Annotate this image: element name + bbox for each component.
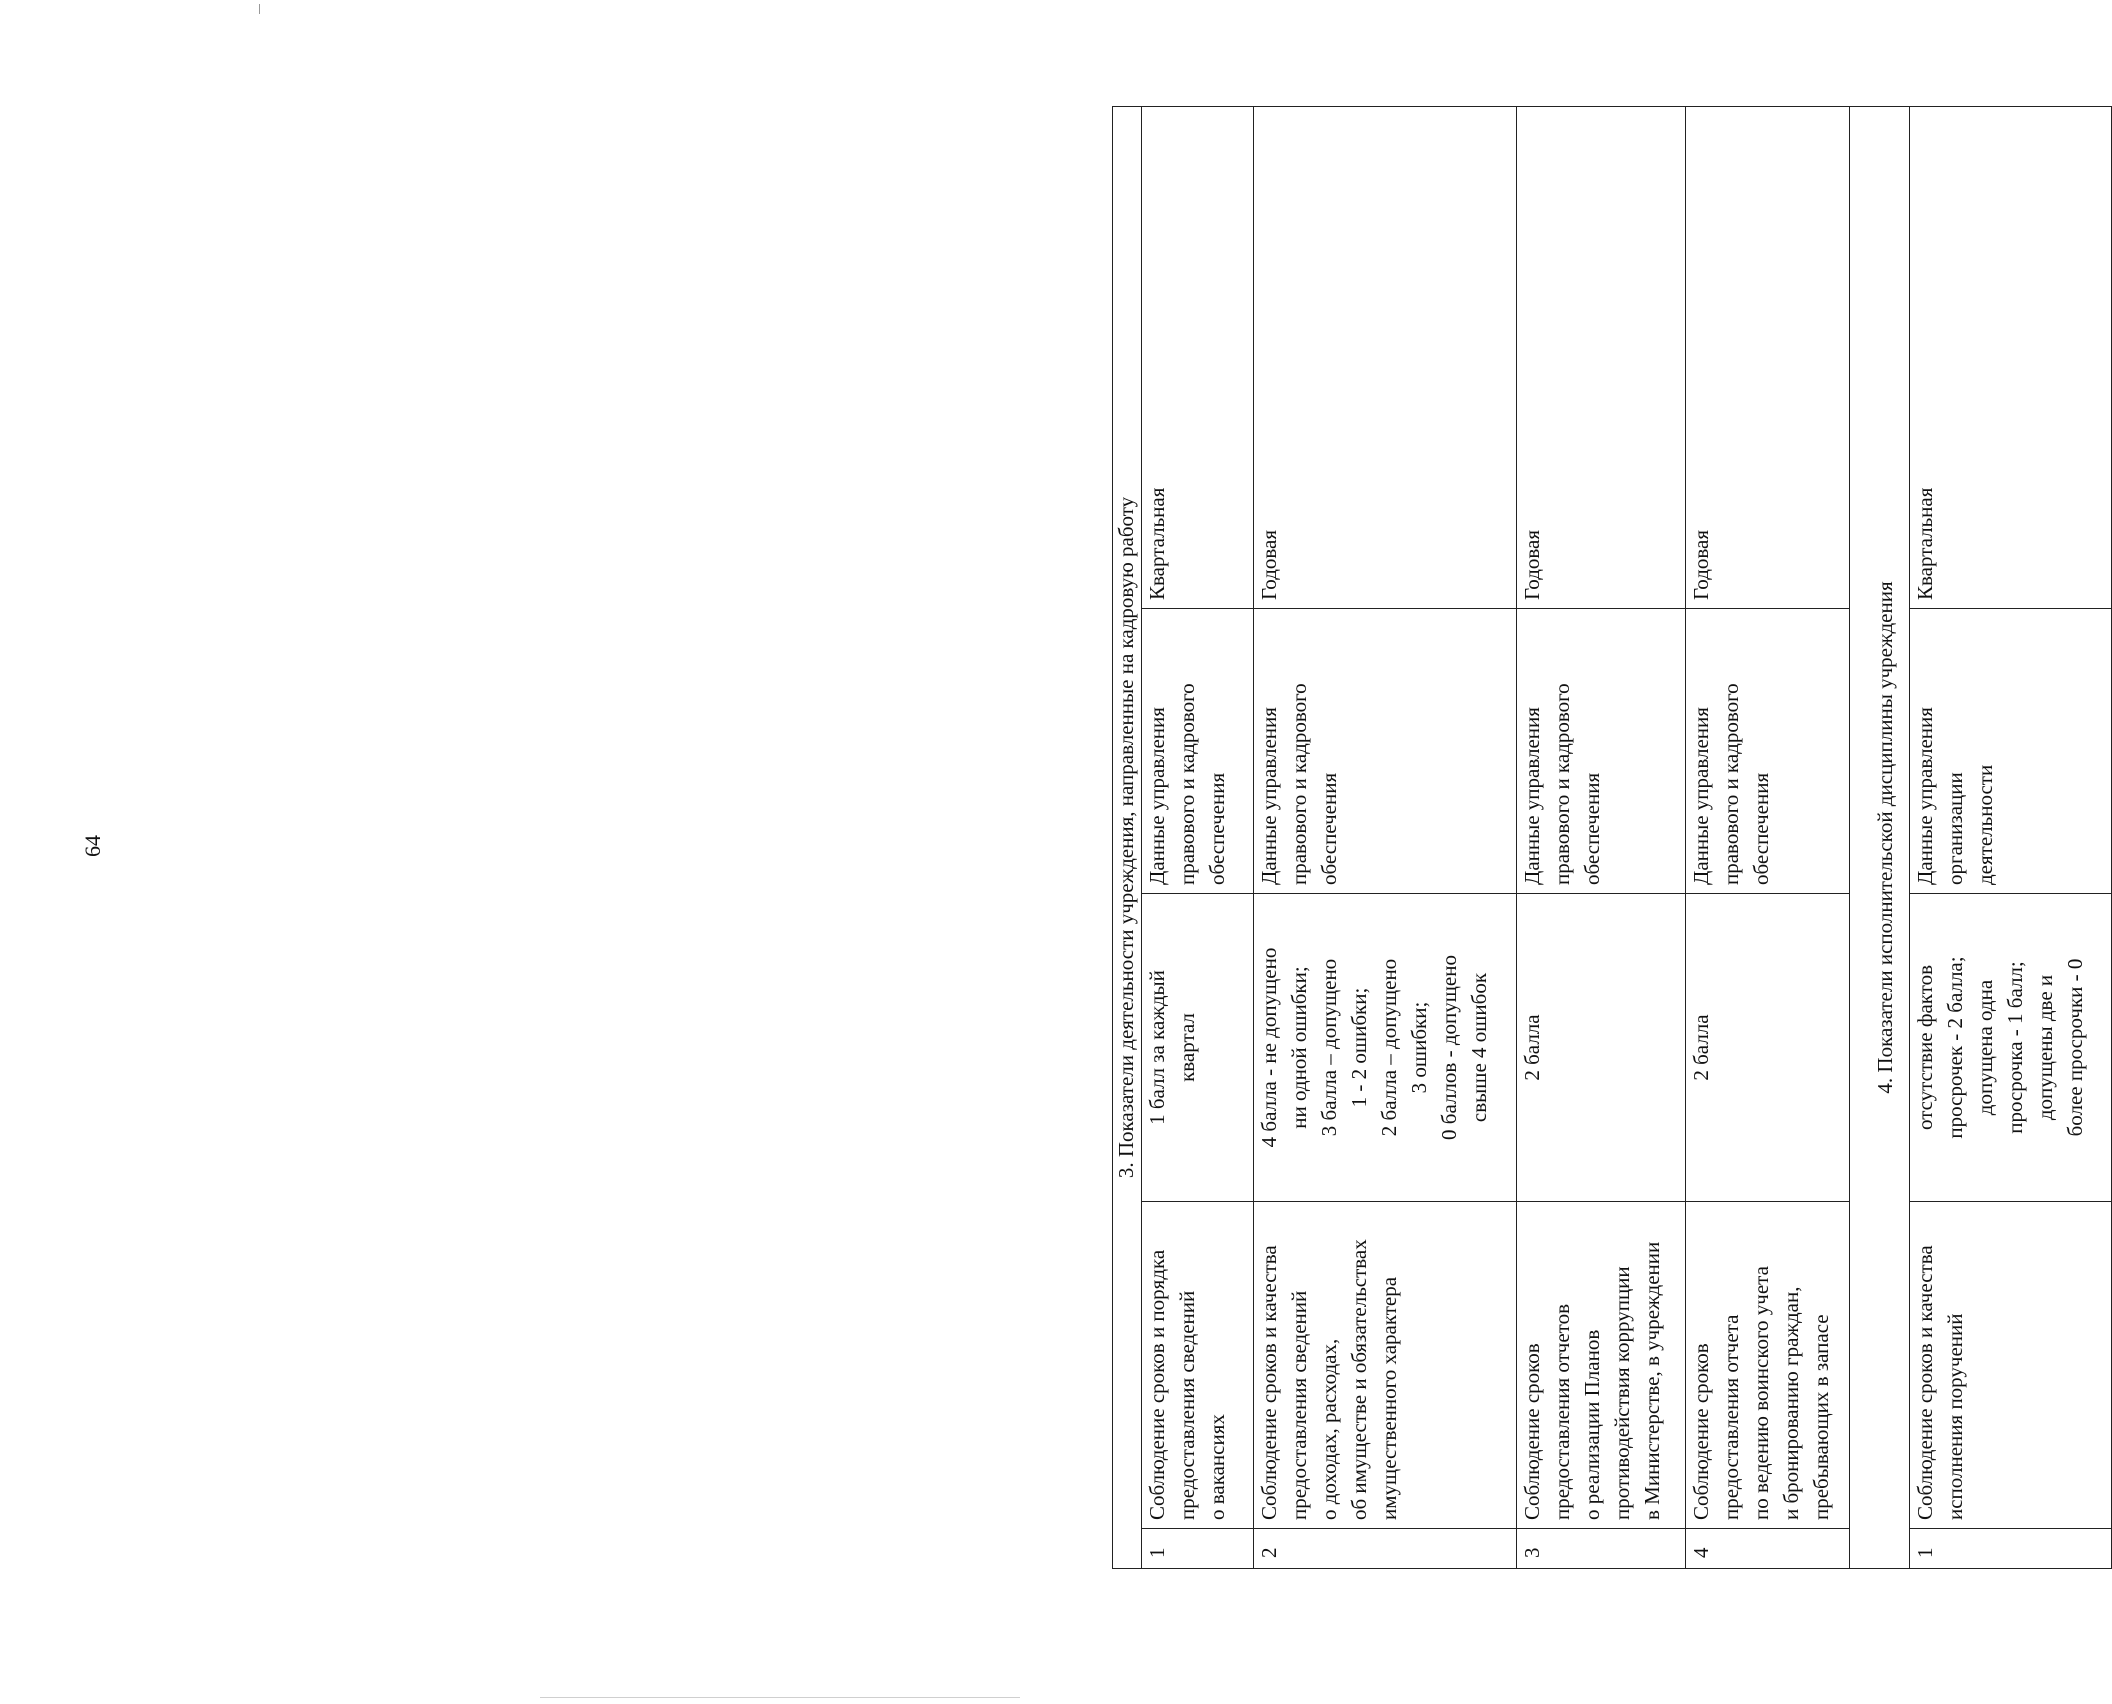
- indicator-line: и бронированию граждан,: [1778, 1286, 1803, 1520]
- score-line: более просрочки - 0: [2063, 958, 2088, 1137]
- source-line: Данные управления: [1688, 707, 1713, 885]
- score-line: 4 балла - не допущено: [1256, 947, 1281, 1148]
- indicator-line: в Министерстве, в учреждении: [1639, 1241, 1664, 1520]
- section-title: 4. Показатели исполнительской дисциплины учреждения: [1850, 106, 1910, 1568]
- section-header-4: [1850, 106, 1910, 1568]
- score-cell: [1253, 894, 1516, 1202]
- score-line: допущена одна: [1973, 979, 1998, 1116]
- indicator-line: пребывающих в запасе: [1808, 1314, 1833, 1520]
- score-line: 1 балл за каждый: [1145, 970, 1170, 1125]
- source-line: обеспечения: [1316, 772, 1341, 885]
- row-number: 1: [1910, 1529, 2112, 1569]
- source-cell: [1142, 609, 1253, 894]
- indicator-line: по ведению воинского учета: [1748, 1266, 1773, 1520]
- score-cell: [1685, 894, 1850, 1202]
- indicator-line: об имуществе и обязательствах: [1346, 1239, 1371, 1520]
- table-row: [1142, 106, 1253, 1568]
- indicator-line: исполнения поручений: [1943, 1313, 1968, 1520]
- indicator-line: о реализации Планов: [1579, 1329, 1604, 1520]
- row-number: 2: [1253, 1529, 1516, 1569]
- indicator-line: о доходах, расходах,: [1316, 1338, 1341, 1520]
- period-cell: Квартальная: [1910, 106, 2112, 608]
- score-line: 3 балла – допущено: [1316, 958, 1341, 1137]
- section-title: 3. Показатели деятельности учреждения, направленные на кадровую работу: [1113, 106, 1142, 1568]
- indicator-line: Соблюдение сроков: [1519, 1343, 1544, 1520]
- indicator-line: предоставления сведений: [1286, 1290, 1311, 1520]
- score-line: ни одной ошибки;: [1286, 966, 1311, 1129]
- table-row: [1910, 106, 2112, 1568]
- period-cell: Квартальная: [1142, 106, 1253, 608]
- indicator-line: Соблюдение сроков и порядка: [1145, 1249, 1170, 1520]
- score-cell: [1910, 894, 2112, 1202]
- rotated-page: [1112, 107, 2112, 1569]
- indicator-line: предоставления отчета: [1718, 1314, 1743, 1520]
- indicators-table: [1112, 106, 2112, 1569]
- table-row: [1516, 106, 1685, 1568]
- scan-mark: [259, 4, 260, 14]
- indicator-line: имущественного характера: [1376, 1276, 1401, 1520]
- indicator-line: о вакансиях: [1205, 1414, 1230, 1520]
- source-line: Данные управления: [1519, 707, 1544, 885]
- source-line: правового и кадрового: [1286, 683, 1311, 885]
- score-line: 3 ошибки;: [1406, 1001, 1431, 1094]
- score-line: 2 балла: [1519, 1014, 1544, 1081]
- indicator-cell: [1516, 1202, 1685, 1529]
- source-line: правового и кадрового: [1718, 683, 1743, 885]
- indicator-line: предоставления сведений: [1175, 1290, 1200, 1520]
- table-row: [1253, 106, 1516, 1568]
- score-line: просрочек - 2 балла;: [1943, 956, 1968, 1139]
- indicator-cell: [1910, 1202, 2112, 1529]
- source-cell: [1910, 609, 2112, 894]
- indicator-line: противодействия коррупции: [1609, 1266, 1634, 1520]
- source-cell: [1516, 609, 1685, 894]
- score-line: просрочка - 1 балл;: [2003, 961, 2028, 1134]
- score-line: 0 баллов - допущено: [1436, 955, 1461, 1140]
- indicator-cell: [1685, 1202, 1850, 1529]
- score-line: свыше 4 ошибок: [1466, 972, 1491, 1123]
- source-line: обеспечения: [1579, 772, 1604, 885]
- score-line: 1 - 2 ошибки;: [1346, 987, 1371, 1108]
- row-number: 4: [1685, 1529, 1850, 1569]
- indicator-line: Соблюдение сроков и качества: [1256, 1245, 1281, 1520]
- source-cell: [1253, 609, 1516, 894]
- row-number: 1: [1142, 1529, 1253, 1569]
- source-line: деятельности: [1973, 764, 1998, 885]
- score-cell: [1516, 894, 1685, 1202]
- score-line: допущены две и: [2033, 974, 2058, 1121]
- source-line: Данные управления: [1256, 707, 1281, 885]
- source-line: правового и кадрового: [1175, 683, 1200, 885]
- source-line: правового и кадрового: [1549, 683, 1574, 885]
- score-line: 2 балла: [1688, 1014, 1713, 1081]
- row-number: 3: [1516, 1529, 1685, 1569]
- section-header-3: [1113, 106, 1142, 1568]
- score-line: отсутствие фактов: [1913, 964, 1938, 1131]
- score-cell: [1142, 894, 1253, 1202]
- indicator-line: Соблюдение сроков и качества: [1913, 1245, 1938, 1520]
- indicator-cell: [1142, 1202, 1253, 1529]
- period-cell: Годовая: [1253, 106, 1516, 608]
- score-line: квартал: [1175, 1013, 1200, 1082]
- source-line: обеспечения: [1748, 772, 1773, 885]
- period-cell: Годовая: [1685, 106, 1850, 608]
- table-row: [1685, 106, 1850, 1568]
- indicator-cell: [1253, 1202, 1516, 1529]
- indicator-line: предоставления отчетов: [1549, 1304, 1574, 1520]
- period-cell: Годовая: [1516, 106, 1685, 608]
- source-line: обеспечения: [1205, 772, 1230, 885]
- score-line: 2 балла – допущено: [1376, 958, 1401, 1137]
- indicator-line: Соблюдение сроков: [1688, 1343, 1713, 1520]
- page-number: 64: [80, 835, 105, 857]
- source-cell: [1685, 609, 1850, 894]
- scan-edge-line: [540, 1697, 1020, 1698]
- source-line: Данные управления: [1913, 707, 1938, 885]
- source-line: Данные управления: [1145, 707, 1170, 885]
- source-line: организации: [1943, 772, 1968, 885]
